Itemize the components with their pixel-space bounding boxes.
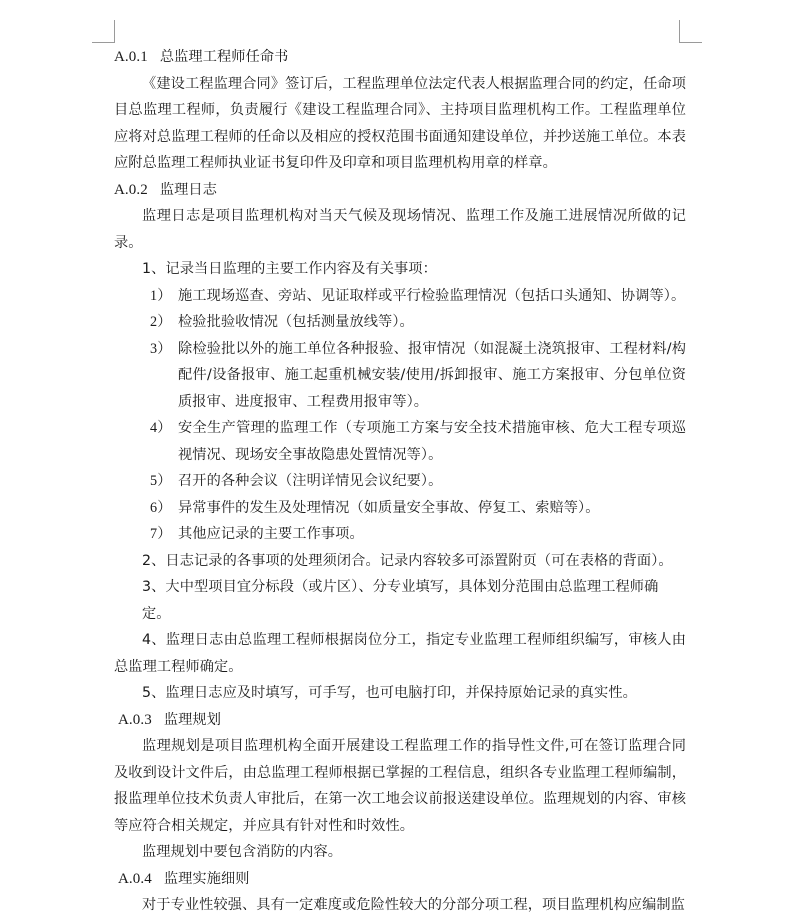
list-item-text: 检验批验收情况（包括测量放线等）。	[178, 314, 414, 330]
section-heading-a03	[114, 707, 686, 734]
list-marker: 2）	[150, 314, 172, 330]
list-marker: 5）	[150, 473, 172, 489]
list-item	[114, 336, 686, 416]
list-item	[114, 309, 686, 336]
list-marker: 4）	[150, 420, 172, 436]
paragraph: 对于专业性较强、具有一定难度或危险性较大的分部分项工程，项目监理机构应编制监	[142, 897, 685, 913]
list-item-text: 安全生产管理的监理工作（专项施工方案与安全技术措施审核、危大工程专项巡视情况、现场安全事故隐患处置情况等）。	[178, 420, 686, 463]
section-heading-a02	[114, 177, 686, 204]
list-marker: 6）	[150, 499, 172, 516]
list-item	[114, 283, 686, 310]
list-item	[114, 521, 686, 548]
list-item-text: 其他应记录的主要工作事项。	[178, 526, 364, 542]
section-heading-a01	[114, 44, 686, 71]
list-item	[114, 415, 686, 468]
document-body	[114, 44, 686, 919]
list-item-text: 施工现场巡查、旁站、见证取样或平行检验监理情况（包括口头通知、协调等）。	[178, 287, 686, 304]
list-item-text: 异常事件的发生及处理情况（如质量安全事故、停复工、索赔等）。	[178, 499, 600, 516]
list-marker: 7）	[150, 526, 172, 542]
page-corner-mark-top-left	[92, 20, 115, 43]
list-point-3: 3、大中型项目宜分标段（或片区）、分专业填写，具体划分范围由总监理工程师确定。	[142, 579, 659, 622]
section-number: A.0.4	[118, 870, 152, 887]
section-title: 监理实施细则	[163, 870, 250, 887]
list-item-text: 召开的各种会议（注明详情见会议纪要）。	[178, 473, 443, 489]
paragraph: 监理规划是项目监理机构全面开展建设工程监理工作的指导性文件,可在签订监理合同及收到设计文件后，由总监理工程师根据已掌握的工程信息，组织各专业监理工程师编制，报监理单位技术负责人审批后，在第一次工地会议前报送建设单位。监理规划的内容、审核等应符合相关规定，并应具有针对性和时效性。	[114, 738, 686, 834]
list-marker: 1）	[150, 287, 172, 304]
list-point-4: 4、监理日志由总监理工程师根据岗位分工，指定专业监理工程师组织编写，审核人由总监理工程师确定。	[114, 632, 686, 675]
list-point-5: 5、监理日志应及时填写，可手写，也可电脑打印，并保持原始记录的真实性。	[142, 685, 637, 701]
list-item-text: 除检验批以外的施工单位各种报验、报审情况（如混凝土浇筑报审、工程材料/构配件/设备报审、施工起重机械安装/使用/拆卸报审、施工方案报审、分包单位资质报审、进度报审、工程费用报审等）。	[178, 340, 686, 410]
section-number: A.0.1	[114, 49, 148, 65]
section-number: A.0.2	[114, 181, 148, 198]
paragraph: 监理日志是项目监理机构对当天气候及现场情况、监理工作及施工进展情况所做的记录。	[114, 208, 686, 251]
list-point-2: 2、日志记录的各事项的处理须闭合。记录内容较多可添置附页（可在表格的背面）。	[142, 552, 673, 569]
list-marker: 3）	[150, 340, 172, 357]
paragraph: 监理规划中要包含消防的内容。	[142, 844, 343, 860]
section-heading-a04	[114, 866, 686, 893]
page-corner-mark-top-right	[679, 20, 702, 43]
list-point-1: 1、记录当日监理的主要工作内容及有关事项：	[142, 261, 437, 277]
list-item	[114, 495, 686, 522]
section-title: 总监理工程师任命书	[159, 49, 289, 65]
paragraph: 《建设工程监理合同》签订后，工程监理单位法定代表人根据监理合同的约定，任命项目总监理工程师，负责履行《建设工程监理合同》、主持项目监理机构工作。工程监理单位应将对总监理工程师的任命以及相应的授权范围书面通知建设单位，并抄送施工单位。本表应附总监理工程师执业证书复印件及印章和项目监理机构用章的样章。	[114, 75, 686, 171]
section-title: 监理规划	[163, 711, 221, 728]
list-item	[114, 468, 686, 495]
section-number: A.0.3	[118, 711, 152, 728]
section-title: 监理日志	[159, 181, 217, 198]
